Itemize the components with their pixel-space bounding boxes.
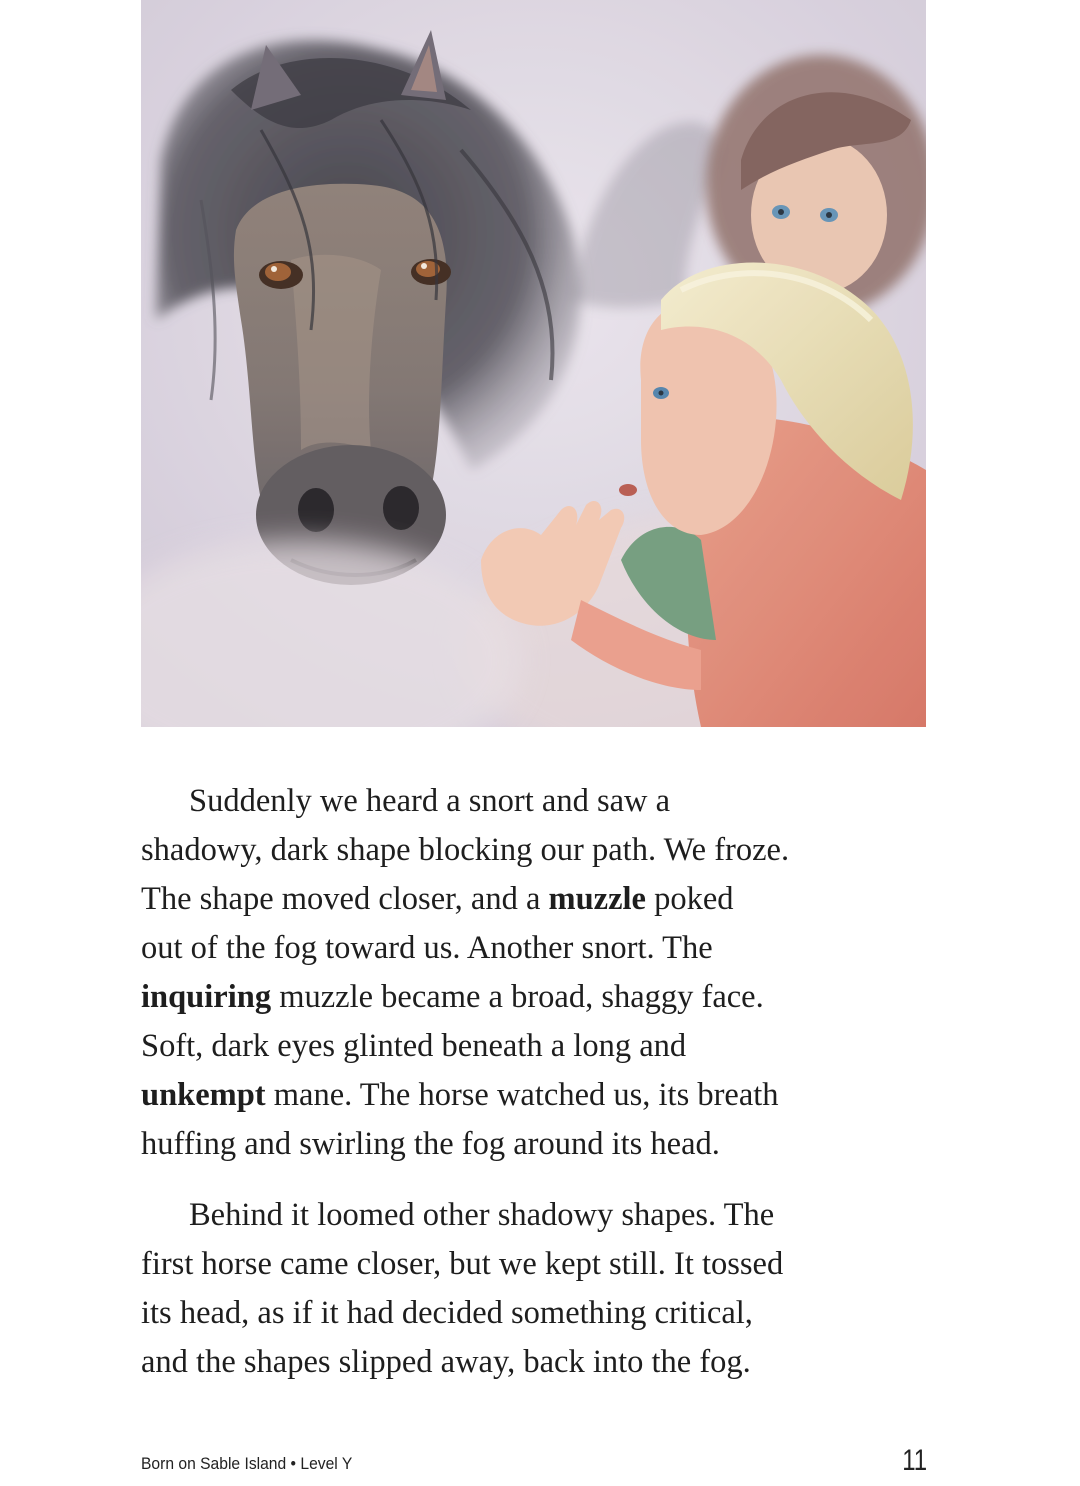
glossary-word: muzzle — [548, 881, 646, 917]
story-line — [141, 826, 931, 875]
story-line — [141, 1289, 931, 1338]
story-text-run: The shape moved closer, and a — [141, 881, 549, 917]
story-text-run: out of the fog toward us. Another snort. The — [141, 930, 713, 966]
book-title-level: Born on Sable Island • Level Y — [141, 1454, 353, 1473]
story-line — [141, 777, 931, 826]
story-line — [141, 1191, 931, 1240]
story-line — [141, 1071, 931, 1120]
story-illustration — [141, 0, 926, 727]
story-line — [141, 875, 931, 924]
page-footer — [141, 1440, 927, 1480]
story-text-run: mane. The horse watched us, its breath — [265, 1077, 779, 1113]
story-line — [141, 1240, 931, 1289]
story-text-run: Suddenly we heard a snort and saw a — [189, 783, 671, 819]
story-line — [141, 1338, 931, 1387]
story-text-run: huffing and swirling the fog around its head. — [141, 1126, 720, 1162]
story-line — [141, 1120, 931, 1169]
story-paragraph — [141, 777, 931, 1169]
story-text-run: and the shapes slipped away, back into the fog. — [141, 1344, 751, 1380]
story-line — [141, 924, 931, 973]
glossary-word: unkempt — [141, 1077, 266, 1113]
story-text-run: poked — [645, 881, 734, 917]
story-paragraph — [141, 1191, 931, 1387]
story-line — [141, 1022, 931, 1071]
story-text-run: Behind it loomed other shadowy shapes. The — [189, 1197, 775, 1233]
story-text-run: shadowy, dark shape blocking our path. We froze. — [141, 832, 790, 868]
story-text-run: its head, as if it had decided something critical, — [141, 1295, 753, 1331]
glossary-word: inquiring — [141, 979, 272, 1015]
page-number: 11 — [902, 1444, 927, 1477]
story-text-run: muzzle became a broad, shaggy face. — [271, 979, 764, 1015]
story-line — [141, 973, 931, 1022]
horse-and-children-illustration — [141, 0, 926, 727]
story-text-run: Soft, dark eyes glinted beneath a long and — [141, 1028, 687, 1064]
story-text — [141, 777, 931, 1409]
story-text-run: first horse came closer, but we kept still. It tossed — [141, 1246, 784, 1282]
